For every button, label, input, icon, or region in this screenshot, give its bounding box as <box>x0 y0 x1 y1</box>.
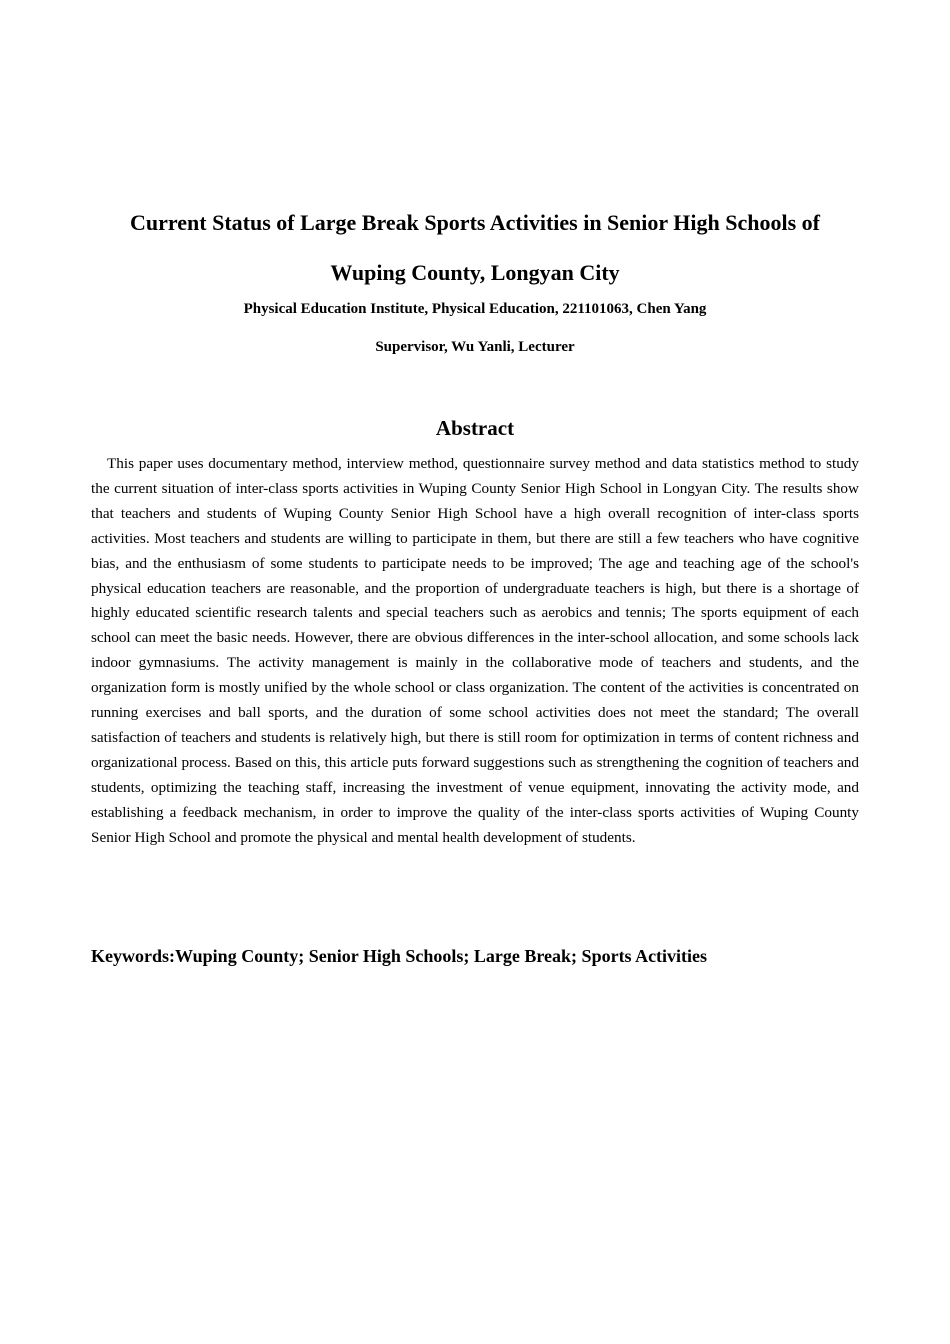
paper-title-line-2: Wuping County, Longyan City <box>330 260 620 285</box>
abstract-body: This paper uses documentary method, interview method, questionnaire survey method and data statistics method to study the current situation of inter-class sports activities in Wuping County Senior High School in Longyan City. The results show that teachers and students of Wuping County Senior High School have a high overall recognition of inter-class sports activities. Most teachers and students are willing to participate in them, but there are still a few teachers who have cognitive bias, and the enthusiasm of some students to participate needs to be improved; The age and teaching age of the school's physical education teachers are reasonable, and the proportion of undergraduate teachers is high, but there is a shortage of highly educated scientific research talents and special teachers such as aerobics and tennis; The sports equipment of each school can meet the basic needs. However, there are obvious differences in the inter-school allocation, and some schools lack indoor gymnasiums. The activity management is mainly in the collaborative mode of teachers and students, and the organization form is mostly unified by the whole school or class organization. The content of the activities is concentrated on running exercises and ball sports, and the duration of some school activities does not meet the standard; The overall satisfaction of teachers and students is relatively high, but there is still room for optimization in terms of content richness and organizational process. Based on this, this article puts forward suggestions such as strengthening the cognition of teachers and students, optimizing the teaching staff, increasing the investment of venue equipment, innovating the activity mode, and establishing a feedback mechanism, in order to improve the quality of the inter-class sports activities of Wuping County Senior High School and promote the physical and mental health development of students. <box>91 455 859 846</box>
keywords: Keywords:Wuping County; Senior High Schools; Large Break; Sports Activities <box>91 946 708 966</box>
supervisor-info: Supervisor, Wu Yanli, Lecturer <box>375 339 575 355</box>
paper-title-line-1: Current Status of Large Break Sports Activities in Senior High Schools of <box>130 210 820 235</box>
abstract-heading: Abstract <box>435 416 515 440</box>
paper-title <box>60 198 890 298</box>
author-affiliation: Physical Education Institute, Physical Education, 221101063, Chen Yang <box>243 301 707 317</box>
